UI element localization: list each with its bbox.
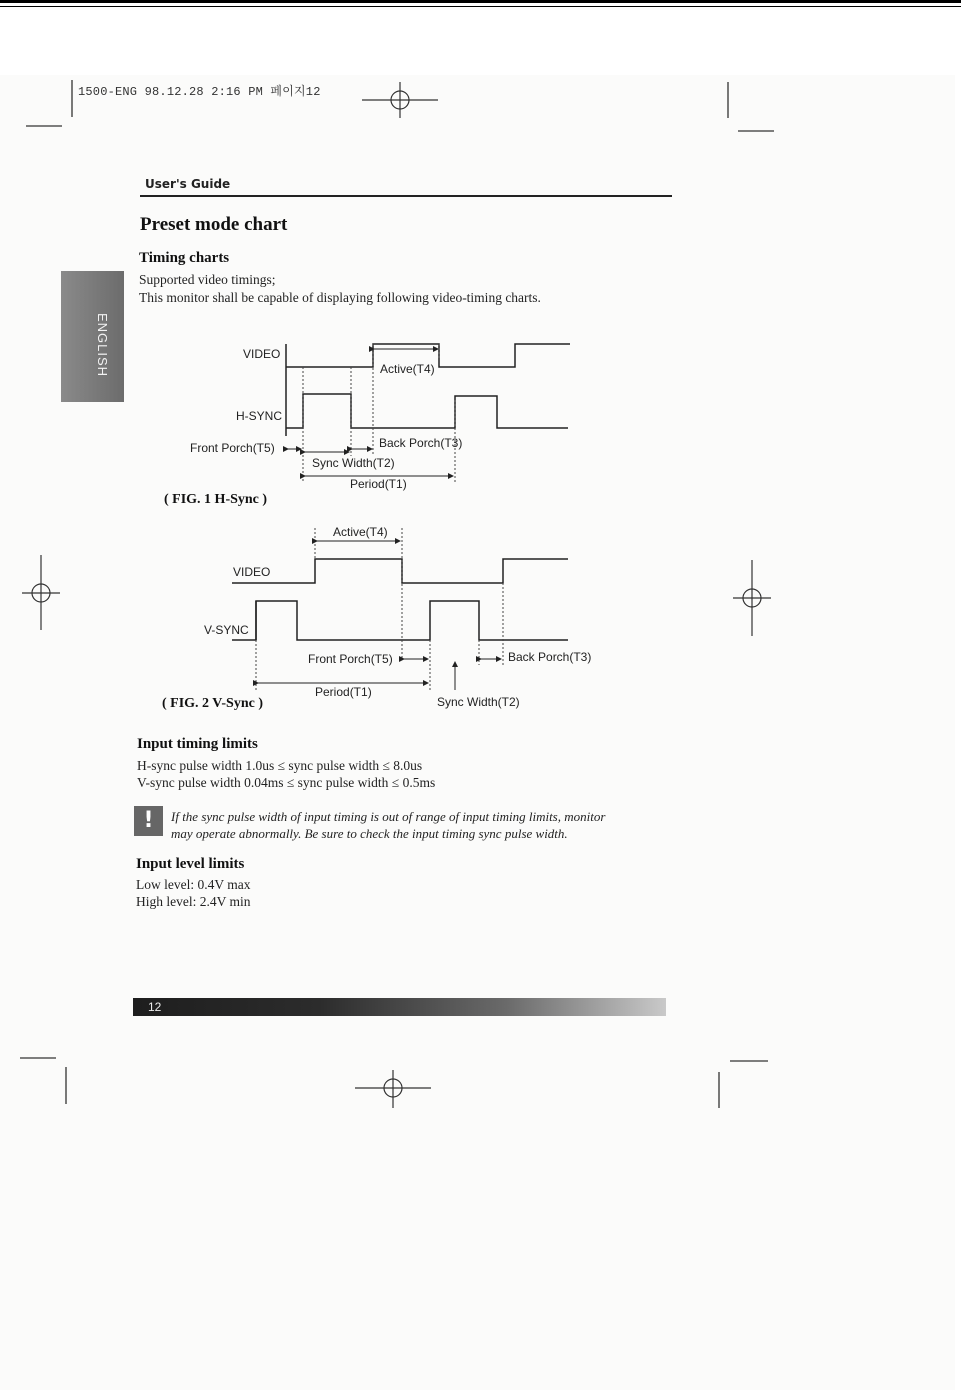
page-number: 12 (148, 1000, 162, 1014)
input-level-low: Low level: 0.4V max (136, 877, 251, 892)
fig1-video-label: VIDEO (243, 347, 281, 361)
fig2-front-porch-label: Front Porch(T5) (308, 652, 393, 666)
footer-bar (133, 998, 666, 1016)
warning-line-2: may operate abnormally. Be sure to check the input timing sync pulse width. (171, 826, 568, 841)
fig1-back-porch-label: Back Porch(T3) (379, 436, 463, 450)
fig1-active-label: Active(T4) (380, 362, 435, 376)
fig1-period-label: Period(T1) (350, 477, 407, 491)
header-label: User's Guide (145, 177, 231, 191)
input-level-heading: Input level limits (136, 856, 245, 872)
timing-line-1: Supported video timings; (139, 272, 276, 287)
fig2-caption: ( FIG. 2 V-Sync ) (162, 696, 263, 711)
fig2-video-label: VIDEO (233, 565, 271, 579)
fig1-sync-width-label: Sync Width(T2) (312, 456, 395, 470)
fig1-front-porch-label: Front Porch(T5) (190, 441, 275, 455)
side-tab-label: ENGLISH (95, 313, 110, 378)
input-timing-line-2: V-sync pulse width 0.04ms ≤ sync pulse width ≤ 0.5ms (137, 775, 436, 790)
exclamation-icon: ! (134, 806, 163, 836)
input-timing-line-1: H-sync pulse width 1.0us ≤ sync pulse width ≤ 8.0us (137, 758, 423, 773)
input-timing-heading: Input timing limits (137, 736, 258, 752)
fig2-period-label: Period(T1) (315, 685, 372, 699)
timing-heading: Timing charts (139, 250, 230, 266)
vsync-sync-waveform (232, 601, 568, 640)
input-level-high: High level: 2.4V min (136, 894, 251, 909)
fig2-active-label: Active(T4) (333, 525, 388, 539)
fig1-sync-label: H-SYNC (236, 409, 283, 423)
vsync-video-waveform (232, 559, 568, 583)
fig2-sync-label: V-SYNC (204, 623, 249, 637)
warning-line-1: If the sync pulse width of input timing is out of range of input timing limits, monitor (171, 809, 606, 824)
timing-line-2: This monitor shall be capable of displaying following video-timing charts. (139, 290, 541, 305)
fig1-caption: ( FIG. 1 H-Sync ) (164, 492, 268, 507)
page-title: Preset mode chart (140, 214, 288, 235)
fig2-sync-width-label: Sync Width(T2) (437, 695, 520, 709)
fig2-back-porch-label: Back Porch(T3) (508, 650, 592, 664)
print-slug: 1500-ENG 98.12.28 2:16 PM 페이지12 (78, 85, 321, 99)
